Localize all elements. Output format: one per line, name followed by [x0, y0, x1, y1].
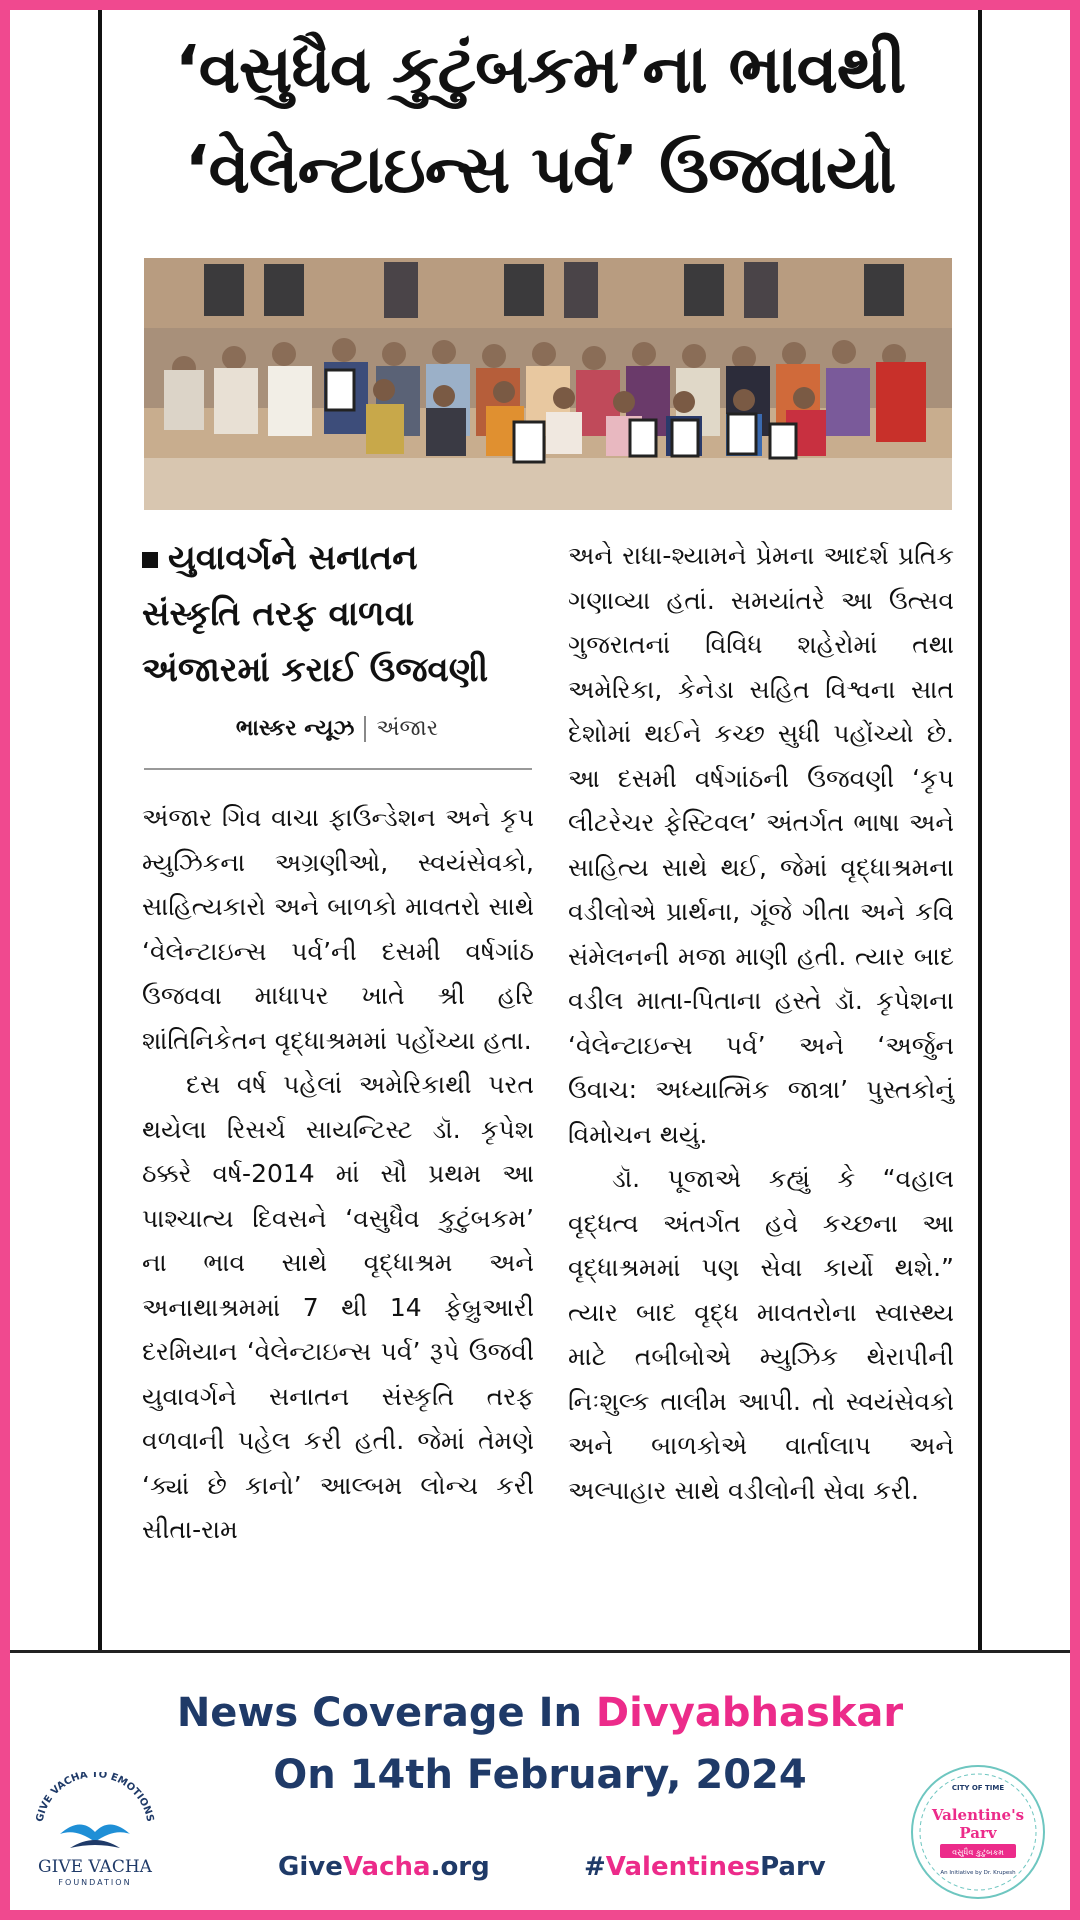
footer-title-line-2: On 14th February, 2024: [273, 1752, 807, 1798]
valentines-parv-logo: [906, 1762, 1050, 1902]
byline-place: અંજાર: [376, 716, 439, 741]
logo-top-text: CITY OF TIME: [951, 1784, 1005, 1792]
subhead-line-1-text: યુવાવર્ગને સનાતન: [168, 538, 418, 578]
subhead-line-1: [142, 530, 542, 586]
hashtag-accent: Valentines: [605, 1852, 761, 1882]
hashtag-prefix: #: [584, 1852, 606, 1882]
article-paragraph: ડૉ. પૂજાએ કહ્યું કે “વહાલ વૃદ્ધત્વ અંતર્ગત હવે કચ્છના આ વૃદ્ધાશ્રમમાં પણ સેવા કાર્યો થશે.” ત્યાર બાદ વૃદ્ધ માવતરોના સ્વાસ્થ્ય માટે તબીબોએ મ્યુઝિક થેરાપીની નિઃશુલ્ક તાલીમ આપી. તો સ્વયંસેવકો અને બાળકોએ વાર્તાલાપ અને અલ્પાહાર સાથે વડીલોની સેવા કરી.: [568, 1164, 954, 1505]
article-headline: [110, 20, 970, 220]
footer-title-accent: Divyabhaskar: [595, 1690, 904, 1736]
footer-title-prefix: News Coverage In: [176, 1690, 596, 1736]
headline-line-1: ‘વસુધૈવ કુટુંબકમ’ના ભાવથી: [174, 31, 906, 108]
hashtag-link[interactable]: [584, 1852, 826, 1882]
byline: [142, 716, 532, 742]
website-accent: Vacha: [342, 1852, 431, 1882]
footer-title-line-1: [150, 1690, 930, 1736]
group-photo: [144, 258, 952, 510]
logo-arc-text: GIVE VACHA TO EMOTIONS: [34, 1772, 156, 1823]
subhead-line-2: સંસ્કૃતિ તરફ વાળવા: [142, 594, 415, 634]
article-paragraph: અને રાધા-શ્યામને પ્રેમના આદર્શ પ્રતિક ગણાવ્યા હતાં. સમયાંતરે આ ઉત્સવ ગુજરાતનાં વિવિધ શહેરોમાં તથા અમેરિકા, કેનેડા સહિત વિશ્વના સાત દેશોમાં થઈને કચ્છ સુધી પહોંચ્યો છે. આ દસમી વર્ષગાંઠની ઉજવણી ‘કૃપ લીટરેચર ફેસ્ટિવલ’ અંતર્ગત ભાષા અને સાહિત્ય સાથે થઈ, જેમાં વૃદ્ધાશ્રમના વડીલોએ પ્રાર્થના, ગૂંજે ગીતા અને કવિ સંમેલનની મજા માણી હતી. ત્યાર બાદ વડીલ માતા-પિતાના હસ્તે ડૉ. કૃપેશના ‘વેલેન્ટાઇન્સ પર્વ’ અને ‘અર્જુન ઉવાચ: અધ્યાત્મિક જાત્રા’ પુસ્તકોનું વિમોચન થયું.: [568, 541, 954, 1149]
svg-text:GIVE VACHA TO EMOTIONS: [35, 1772, 156, 1823]
website-link[interactable]: [278, 1852, 490, 1882]
logo-name: GIVE VACHA: [38, 1857, 152, 1877]
logo-bottom-text: An Initiative by Dr. Krupesh: [940, 1870, 1016, 1876]
bullet-square-icon: [142, 552, 158, 568]
article-paragraph: દસ વર્ષ પહેલાં અમેરિકાથી પરત થયેલા રિસર્ચ સાયન્ટિસ્ટ ડૉ. કૃપેશ ઠક્કરે વર્ષ-2014 માં સૌ પ્રથમ આ પાશ્ચાત્ય દિવસને ‘વસુધૈવ કુટુંબકમ’ ના ભાવ સાથે વૃદ્ધાશ્રમ અને અનાથાશ્રમમાં 7 થી 14 ફેબ્રુઆરી દરમિયાન ‘વેલેન્ટાઇન્સ પર્વ’ રૂપે ઉજવી યુવાવર્ગને સનાતન સંસ્કૃતિ તરફ વળવાની પહેલ કરી હતી. જેમાં તેમણે ‘ક્યાં છે કાનો’ આલ્બમ લોન્ચ કરી સીતા-રામ: [142, 1070, 534, 1544]
left-column-rule: [98, 10, 102, 1650]
article-paragraph: અંજાર ગિવ વાચા ફાઉન્ડેશન અને કૃપ મ્યુઝિકના અગ્રણીઓ, સ્વયંસેવકો, સાહિત્યકારો અને બાળકો માવતરો સાથે ‘વેલેન્ટાઇન્સ પર્વ’ની દસમી વર્ષગાંઠ ઉજવવા માધાપર ખાતે શ્રી હરિ શાંતિનિકેતન વૃદ્ધાશ્રમમાં પહોંચ્યા હતા.: [142, 803, 534, 1055]
article-column-left: [142, 796, 534, 1553]
byline-rule: [144, 768, 532, 770]
article-subhead: [142, 530, 542, 698]
website-prefix: Give: [278, 1852, 343, 1882]
logo-title-2: Parv: [959, 1824, 997, 1842]
give-vacha-logo: [30, 1772, 160, 1890]
logo-ribbon-text: વસુધૈવ કુટુંબકમ: [952, 1848, 1004, 1857]
subhead-line-3: અંજારમાં કરાઈ ઉજવણી: [142, 650, 489, 690]
byline-separator: [364, 716, 366, 742]
byline-source: ભાસ્કર ન્યૂઝ: [235, 716, 355, 741]
headline-line-2: ‘વેલેન્ટાઇન્સ પર્વ’ ઉજવાયો: [184, 131, 896, 208]
footer-divider: [10, 1650, 1070, 1653]
logo-title-1: Valentine's: [931, 1806, 1025, 1824]
right-column-rule: [978, 10, 982, 1650]
website-suffix: .org: [430, 1852, 490, 1882]
article-column-right: [568, 534, 954, 1513]
logo-sub: FOUNDATION: [58, 1878, 132, 1887]
hashtag-suffix: Parv: [760, 1852, 826, 1882]
group-photo-illustration: [144, 258, 952, 510]
